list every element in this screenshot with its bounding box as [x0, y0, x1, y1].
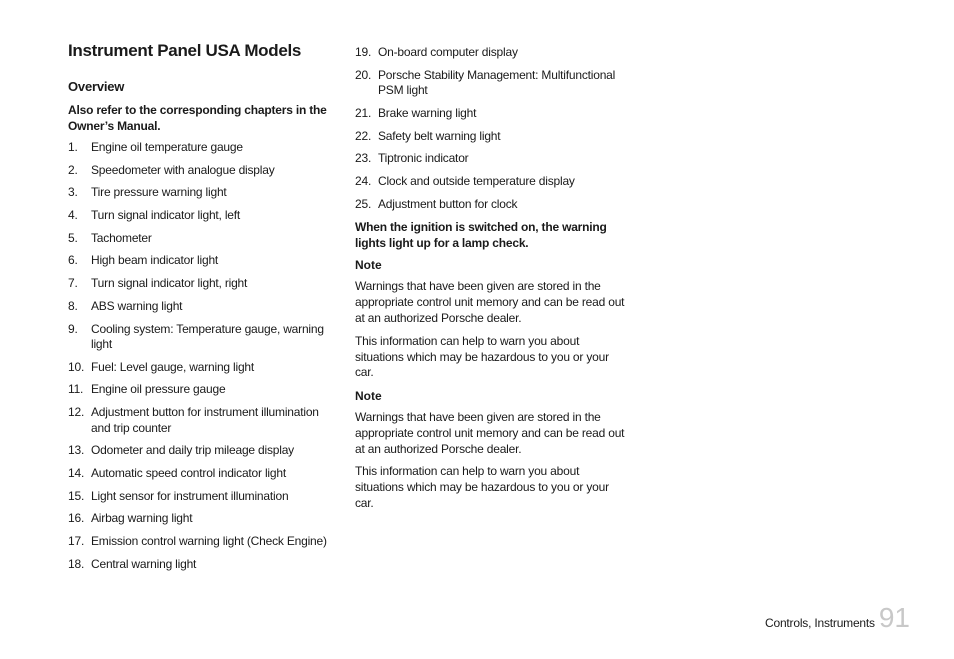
- list-item-text: On-board computer display: [378, 45, 518, 59]
- list-item: [355, 129, 630, 145]
- list-item: [355, 197, 630, 213]
- list-item: [68, 253, 338, 269]
- list-item-text: High beam indicator light: [91, 253, 219, 268]
- list-item-number: 2.: [68, 162, 78, 177]
- list-item: [355, 174, 630, 190]
- list-item-number: 20.: [355, 67, 372, 82]
- list-item: [68, 276, 338, 292]
- list-item-text: Adjustment button for clock: [378, 196, 518, 211]
- list-item: [355, 45, 630, 61]
- page-footer: [765, 603, 910, 633]
- ignition-note: When the ignition is switched on, the warning lights light up for a lamp check.: [355, 220, 607, 251]
- list-item-number: 22.: [355, 128, 372, 143]
- note-paragraph: Warnings that have been given are stored in the appropriate control unit memory and can be read out at an authorized Porsche dealer.: [355, 279, 625, 325]
- list-item-number: 3.: [68, 185, 78, 200]
- component-list-right: [355, 45, 630, 212]
- list-item-number: 5.: [68, 230, 78, 245]
- list-item-text: Engine oil pressure gauge: [91, 382, 226, 397]
- list-item: [355, 68, 630, 99]
- list-item-text: Automatic speed control indicator light: [91, 465, 286, 480]
- list-item-text: Clock and outside temperature display: [378, 173, 575, 188]
- component-list-left: [68, 140, 338, 572]
- list-item-text: Engine oil temperature gauge: [91, 140, 243, 154]
- note-title: Note: [355, 258, 382, 273]
- list-item-text: Tiptronic indicator: [378, 151, 469, 166]
- left-column: [68, 40, 338, 579]
- list-item-text: Tire pressure warning light: [91, 185, 227, 200]
- list-item-text: Cooling system: Temperature gauge, warning light: [91, 321, 324, 351]
- list-item-text: ABS warning light: [91, 298, 183, 313]
- list-item: [68, 534, 338, 550]
- note-paragraph: This information can help to warn you about situations which may be hazardous to you or your car.: [355, 333, 609, 380]
- list-item: [68, 557, 338, 573]
- section-heading: Overview: [68, 79, 125, 94]
- list-item: [68, 360, 338, 376]
- note-title: Note: [355, 389, 382, 404]
- list-item-number: 4.: [68, 208, 78, 223]
- footer-section-label: Controls, Instruments: [765, 616, 875, 630]
- list-item-number: 7.: [68, 276, 78, 291]
- list-item-text: Central warning light: [91, 556, 197, 571]
- list-item-number: 23.: [355, 151, 372, 166]
- list-item-number: 1.: [68, 140, 78, 154]
- list-item-number: 9.: [68, 321, 78, 336]
- intro-text: Also refer to the corresponding chapters in the Owner’s Manual.: [68, 103, 327, 133]
- note-paragraph: This information can help to warn you about situations which may be hazardous to you or your car.: [355, 464, 609, 511]
- page-title: Instrument Panel USA Models: [68, 41, 302, 60]
- list-item: [355, 106, 630, 122]
- list-item: [68, 511, 338, 527]
- list-item: [68, 489, 338, 505]
- list-item: [68, 299, 338, 315]
- list-item-number: 25.: [355, 196, 372, 211]
- list-item-text: Turn signal indicator light, left: [91, 208, 241, 223]
- list-item-text: Speedometer with analogue display: [91, 162, 275, 177]
- list-item-text: Emission control warning light (Check Engine): [91, 534, 327, 548]
- note-paragraph: Warnings that have been given are stored in the appropriate control unit memory and can be read out at an authorized Porsche dealer.: [355, 410, 625, 456]
- list-item-number: 24.: [355, 173, 372, 188]
- list-item-text: Tachometer: [91, 230, 152, 245]
- list-item-text: Porsche Stability Management: Multifunctional PSM light: [378, 67, 616, 98]
- list-item-number: 18.: [68, 556, 85, 571]
- list-item: [68, 443, 338, 459]
- list-item: [68, 405, 338, 436]
- list-item-text: Brake warning light: [378, 105, 477, 120]
- list-item-text: Safety belt warning light: [378, 128, 501, 143]
- list-item: [68, 322, 338, 353]
- list-item-number: 17.: [68, 534, 85, 548]
- list-item-number: 21.: [355, 105, 372, 120]
- right-column: [355, 45, 630, 519]
- list-item-text: Odometer and daily trip mileage display: [91, 443, 294, 458]
- list-item: [355, 151, 630, 167]
- list-item-number: 6.: [68, 253, 78, 268]
- list-item: [68, 208, 338, 224]
- list-item-number: 11.: [68, 382, 84, 397]
- list-item: [68, 231, 338, 247]
- list-item-number: 19.: [355, 45, 372, 59]
- list-item-number: 14.: [68, 465, 85, 480]
- list-item-number: 16.: [68, 511, 85, 526]
- list-item: [68, 382, 338, 398]
- list-item-number: 8.: [68, 298, 78, 313]
- note-block: [355, 388, 630, 512]
- list-item-number: 13.: [68, 443, 85, 458]
- list-item-text: Airbag warning light: [91, 511, 193, 526]
- list-item: [68, 140, 338, 156]
- note-block: [355, 257, 630, 381]
- page-number: 91: [878, 602, 910, 633]
- list-item: [68, 185, 338, 201]
- list-item-number: 15.: [68, 488, 85, 503]
- list-item-number: 12.: [68, 405, 85, 420]
- list-item: [68, 466, 338, 482]
- list-item-text: Fuel: Level gauge, warning light: [91, 359, 255, 374]
- list-item: [68, 163, 338, 179]
- list-item-text: Turn signal indicator light, right: [91, 276, 248, 291]
- list-item-number: 10.: [68, 359, 85, 374]
- list-item-text: Adjustment button for instrument illumination and trip counter: [91, 405, 319, 435]
- list-item-text: Light sensor for instrument illumination: [91, 488, 289, 503]
